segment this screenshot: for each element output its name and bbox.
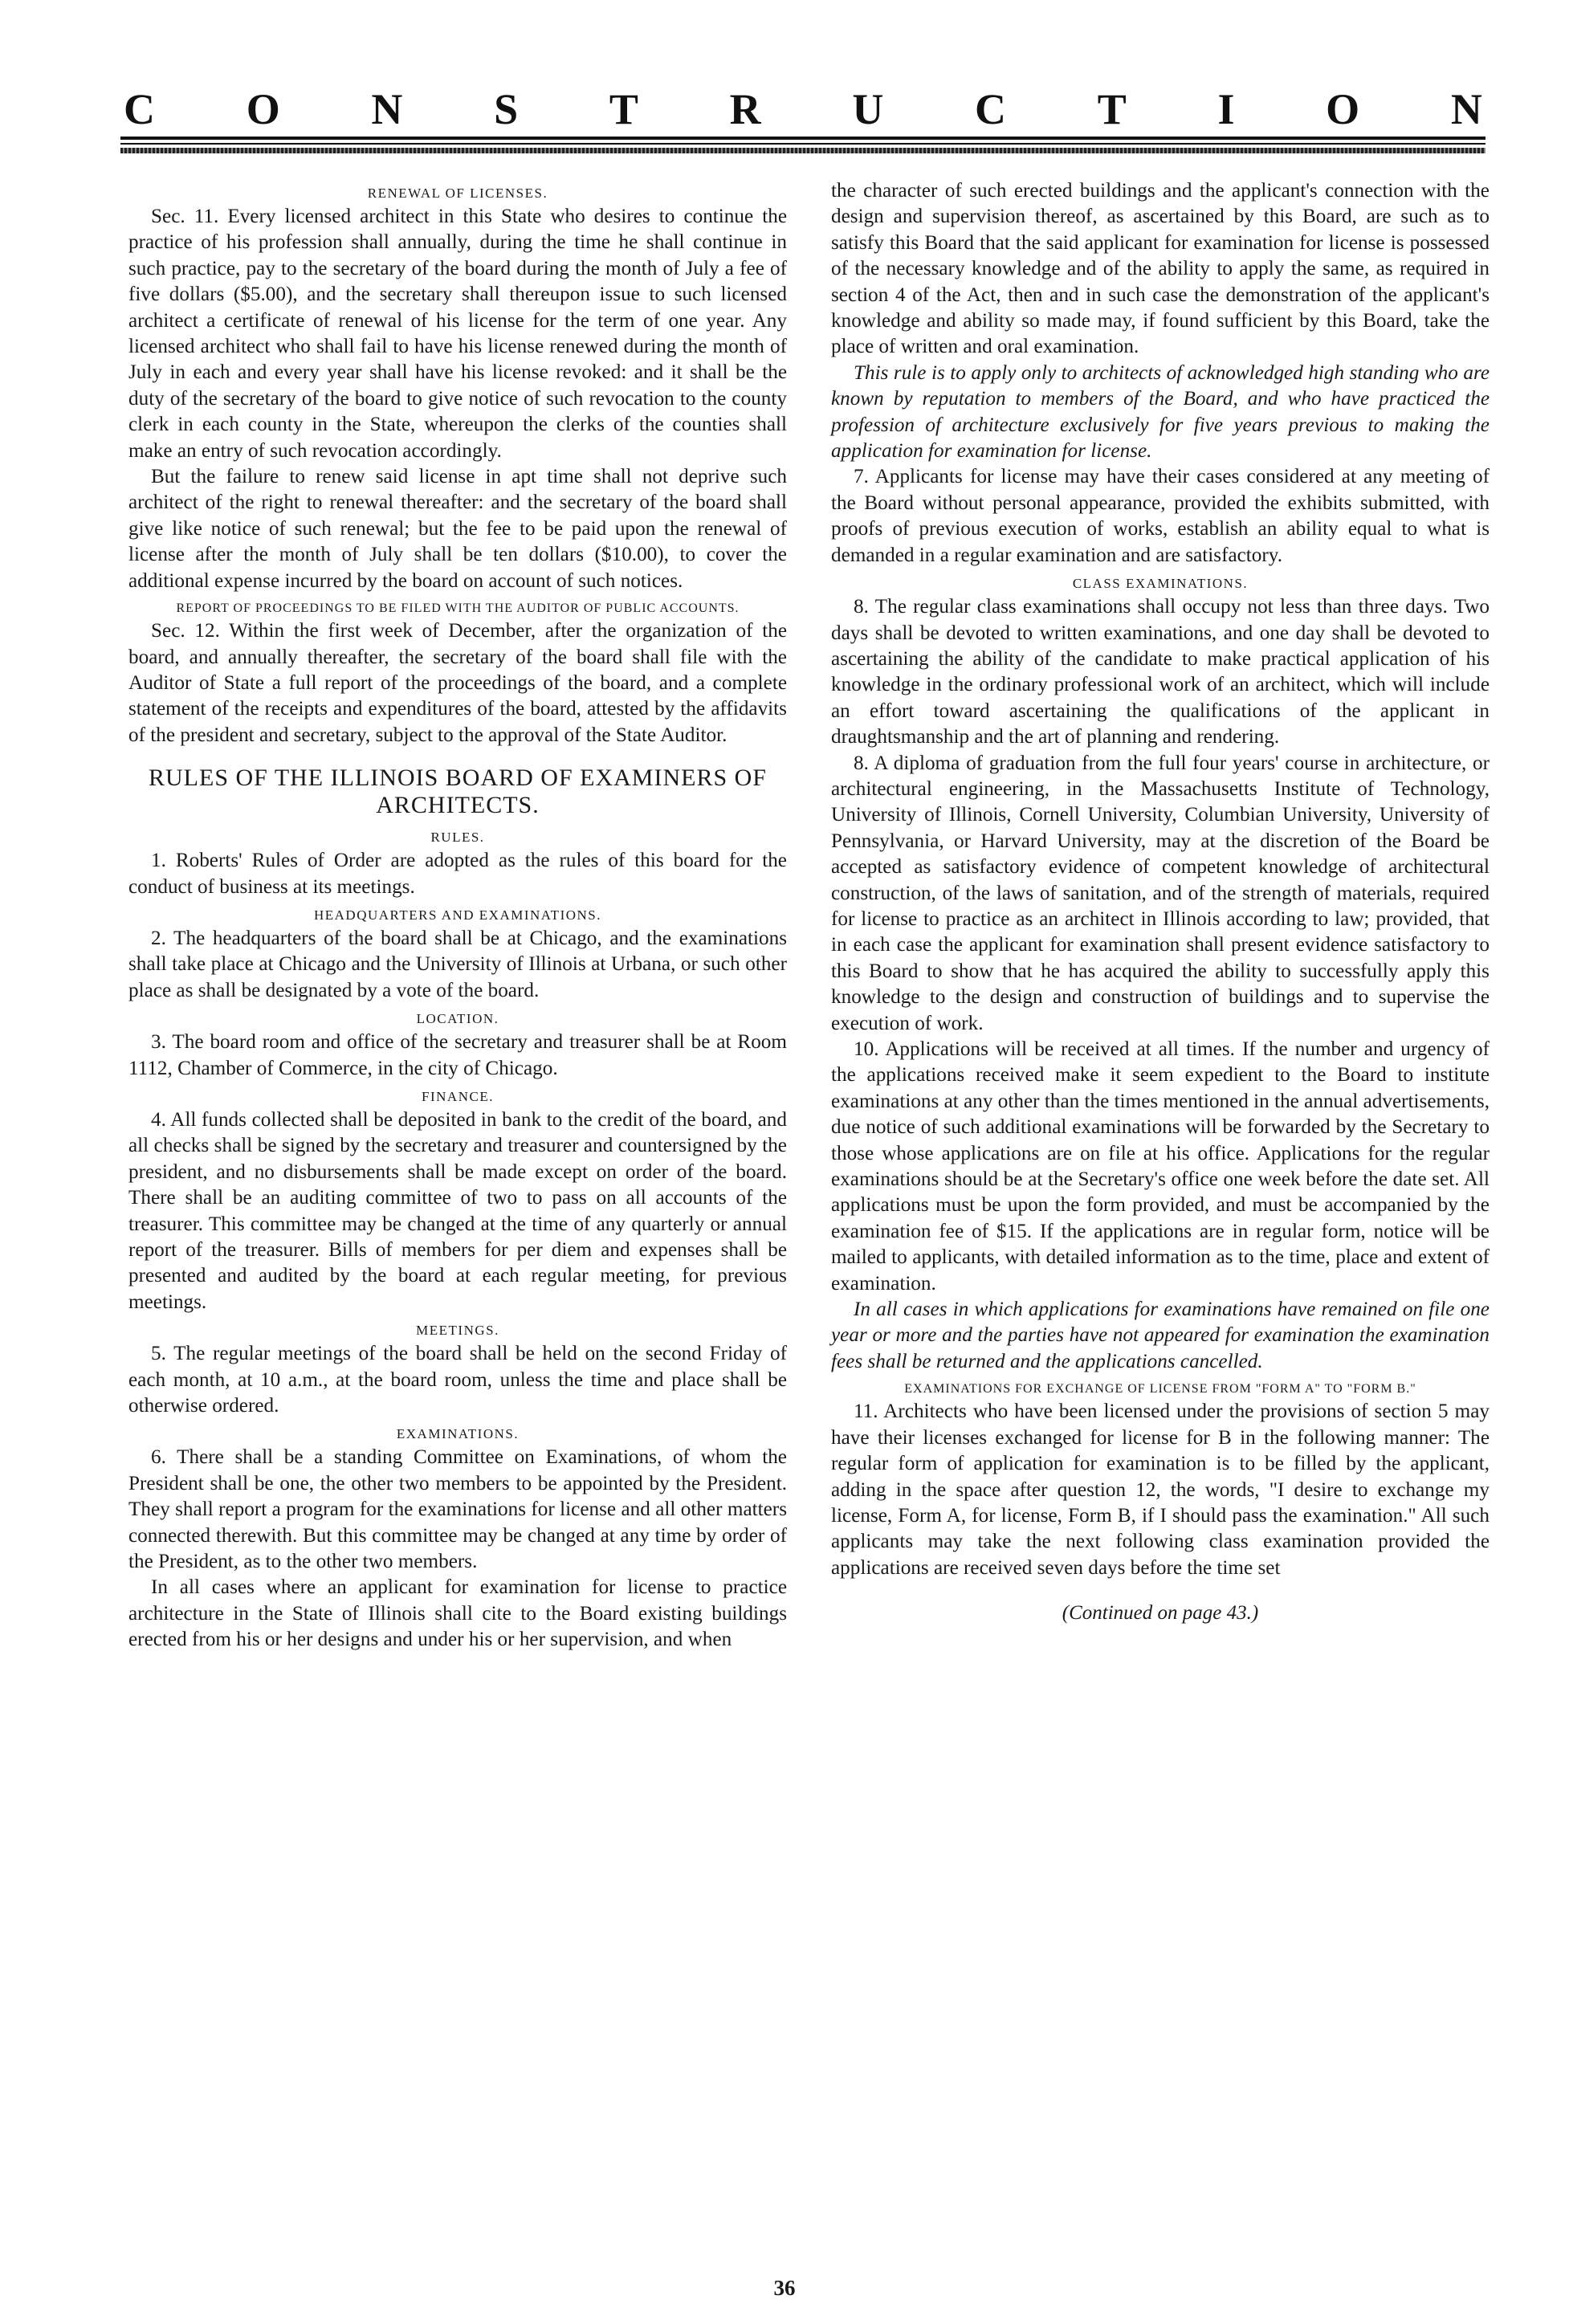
paragraph: 5. The regular meetings of the board shall be held on the second Friday of each month, at 10 a.m., at the board room, unless the time and place shall be otherwise ordered. [128,1343,787,1417]
masthead [120,80,1485,157]
italic-paragraph: In all cases in which applications for examinations have remained on file one year or more and the parties have not appeared for examination the examination fees shall be returned and the applications cancelled. [831,1299,1490,1372]
masthead-letter: T [1097,85,1127,133]
section-heading: FINANCE. [422,1088,494,1104]
rules-title: RULES OF THE ILLINOIS BOARD OF EXAMINERS OF ARCHITECTS. [149,764,767,819]
paragraph: 1. Roberts' Rules of Order are adopted as the rules of this board for the conduct of business at its meetings. [128,850,787,898]
paragraph: 7. Applicants for license may have their cases considered at any meeting of the Board without personal appearance, provided the exhibits submitted, with proofs of previous execution of works, establish an ability equal to what is demanded in a regular examination and are satisfactory. [831,466,1490,566]
section-heading: REPORT OF PROCEEDINGS TO BE FILED WITH THE AUDITOR OF PUBLIC ACCOUNTS. [176,601,740,616]
masthead-letter: U [852,85,884,133]
section-heading: RENEWAL OF LICENSES. [367,186,548,201]
section-heading: MEETINGS. [416,1323,499,1339]
masthead-title [120,80,1485,132]
paragraph: 4. All funds collected shall be deposited in bank to the credit of the board, and all checks shall be signed by the secretary and treasurer and countersigned by the president, and no disbursements shall be made except on order of the board. There shall be an auditing committee of two to pass on all accounts of the treasurer. This committee may be changed at the time of any quarterly or annual report of the treasurer. Bills of members for per diem and expenses shall be presented and audited by the board at each regular meeting, for previous meetings. [128,1108,787,1313]
paragraph: the character of such erected buildings and the applicant's connection with the design and supervision thereof, as ascertained by this Board, are such as to satisfy this Board that the said applicant for examination for license is possessed of the necessary knowledge and of the ability to apply the same, as required in section 4 of the Act, then and in such case the demonstration of the applicant's knowledge and ability so made may, if found sufficient by this Board, take the place of written and oral examination. [831,180,1490,358]
masthead-rule [120,143,1485,145]
paragraph: But the failure to renew said license in apt time shall not deprive such architect of the right to renewal thereafter: and the secretary of the board shall give like notice of such renewal; but the fee to be paid upon the renewal of license after the month of July shall be ten dollars ($10.00), to cover the additional expense incurred by the board on account of such notices. [128,466,787,592]
masthead-rule [120,137,1485,140]
paragraph: Sec. 11. Every licensed architect in this State who desires to continue the practice of his profession shall annually, during the time he shall continue in such practice, pay to the secretary of the board during the month of July a fee of five dollars ($5.00), and the secretary shall thereupon issue to such licensed architect a certificate of renewal of his license for the term of one year. Any licensed architect who shall fail to have his license renewed during the month of July in each and every year shall have his license revoked: and it shall be the duty of the secretary of the board to give notice of such revocation to the county clerk in each county in the State, whereupon the clerks of the counties shall make an entry of such revocation accordingly. [128,206,787,462]
page-number: 36 [773,2276,796,2300]
section-heading: EXAMINATIONS. [396,1426,520,1442]
section-heading: HEADQUARTERS AND EXAMINATIONS. [313,907,601,923]
italic-paragraph: This rule is to apply only to architects of acknowledged high standing who are known by reputation to members of the Board, and who have practiced the profession of architecture exclusively for five years previous to making the application for examination for license. [831,361,1490,463]
left-column [128,178,787,1653]
paragraph: In all cases where an applicant for examination for license to practice architecture in the State of Illinois shall cite to the Board existing buildings erected from his or her designs and under his or her supervision, and when [128,1576,787,1651]
masthead-letter: I [1217,85,1235,133]
masthead-letter: N [371,85,403,133]
masthead-letter: N [1450,85,1482,133]
paragraph: 8. The regular class examinations shall occupy not less than three days. Two days shall be devoted to written examinations, and one day shall be devoted to ascertaining the ability of the candidate to make practical application of his knowledge in the ordinary professional work of an architect, which will include an effort toward ascertaining the qualifications of the applicant in draughtsmanship and the art of planning and rendering. [831,596,1490,748]
masthead-letter: C [124,85,155,133]
paragraph: 2. The headquarters of the board shall be at Chicago, and the examinations shall take place at Chicago and the University of Illinois at Urbana, or such other place as shall be designated by a vote of the board. [128,927,787,1001]
paragraph: 11. Architects who have been licensed under the provisions of section 5 may have their licenses exchanged for license for B in the following manner: The regular form of application for examination is to be filled by the applicant, adding in the space after question 12, the words, "I desire to exchange my license, Form A, for license, Form B, if I should pass the examination." All such applicants may take the next following class examination provided the applications are received seven days before the time set [831,1401,1490,1579]
section-heading: LOCATION. [416,1011,499,1027]
masthead-letter: O [1326,85,1360,133]
right-column [831,178,1490,1627]
masthead-letter: S [494,85,519,133]
masthead-letter: T [609,85,638,133]
masthead-letter: C [975,85,1007,133]
paragraph: 6. There shall be a standing Committee on Examinations, of whom the President shall be one, the other two members to be appointed by the President. They shall report a program for the examinations for license and all other matters connected therewith. But this committee may be changed at any time by order of the President, as to the other two members. [128,1446,787,1573]
section-heading: RULES. [430,830,485,846]
paragraph: 8. A diploma of graduation from the full four years' course in architecture, or architectural engineering, in the Massachusetts Institute of Technology, University of Illinois, Cornell University, Columbian University, University of Pennsylvania, or Harvard University, may at the discretion of the Board be accepted as satisfactory evidence of competent knowledge of architectural construction, of the laws of sanitation, and of the strength of materials, required for license to practice as an architect in Illinois according to law; provided, that in each case the applicant for examination shall present evidence satisfactory to this Board to show that he has acquired the ability to successfully apply this knowledge to the design and construction of buildings and to supervise the execution of work. [831,752,1490,1034]
paragraph: 3. The board room and office of the secretary and treasurer shall be at Room 1112, Chamber of Commerce, in the city of Chicago. [128,1031,787,1079]
section-heading: CLASS EXAMINATIONS. [1072,576,1249,592]
paragraph: 10. Applications will be received at all times. If the number and urgency of the applications received make it seem expedient to the Board to institute examinations at any other than the times mentioned in the annual advertisements, due notice of such additional examinations will be forwarded by the Secretary to those whose applications are on file at his office. Applications for the regular examinations should be at the Secretary's office one week before the date set. All applications must be upon the form provided, and must be accompanied by the examination fee of $15. If the applications are in regular form, notice will be mailed to applicants, with detailed information as to the time, place and extent of examination. [831,1038,1490,1295]
masthead-letter: R [729,85,761,133]
section-heading: EXAMINATIONS FOR EXCHANGE OF LICENSE FROM "FORM A" TO "FORM B." [904,1382,1416,1396]
masthead-rule [120,148,1485,153]
masthead-letter: O [246,85,280,133]
continued-note: (Continued on page 43.) [1062,1602,1259,1625]
paragraph: Sec. 12. Within the first week of December, after the organization of the board, and annually thereafter, the secretary of the board shall file with the Auditor of State a full report of the proceedings of the board, and a complete statement of the receipts and expenditures of the board, attested by the affidavits of the president and secretary, subject to the approval of the State Auditor. [128,620,787,746]
